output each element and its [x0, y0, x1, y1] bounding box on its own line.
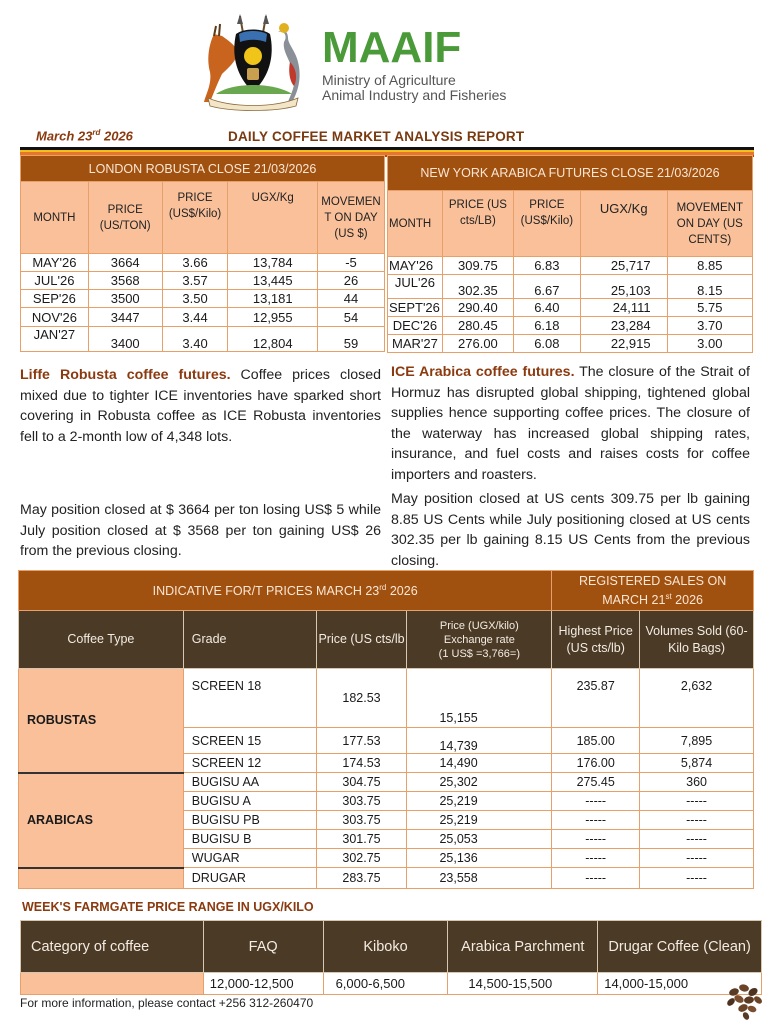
ugx-cell: 24,111 — [580, 299, 667, 317]
price-ton-cell: 3447 — [88, 308, 162, 327]
col-movement: MOVEMENT ON DAY (US CENTS) — [667, 191, 752, 257]
price-kilo-cell: 3.40 — [162, 327, 228, 352]
org-name-line1: Ministry of Agriculture — [322, 72, 456, 88]
price-ton-cell: 3664 — [88, 254, 162, 272]
col-drugar-clean: Drugar Coffee (Clean) — [598, 921, 762, 973]
movement-cell: 8.85 — [667, 257, 752, 275]
newyork-table-title: NEW YORK ARABICA FUTURES CLOSE 21/03/2026 — [388, 156, 753, 191]
month-cell: MAY'26 — [21, 254, 89, 272]
col-month: MONTH — [388, 191, 443, 257]
table-row — [388, 335, 753, 353]
robusta-text: Coffee prices closed mixed due to tighter ICE inventories have sparked short covering in Robusta coffee as ICE Robusta inventories fell to a 2-month low of 4,348 lots. — [20, 367, 381, 445]
price-us-cell: 182.53 — [316, 669, 407, 728]
price-kilo-cell: 3.44 — [162, 308, 228, 327]
table-row — [19, 868, 754, 889]
price-us-cell: 301.75 — [316, 830, 407, 849]
col-coffee-type: Coffee Type — [19, 611, 184, 669]
highest-cell: ----- — [552, 811, 640, 830]
robusta-commentary — [20, 365, 381, 447]
grade-cell: SCREEN 12 — [183, 754, 316, 773]
volume-cell: 360 — [640, 773, 754, 792]
price-kilo-cell: 6.67 — [513, 275, 580, 299]
grade-cell: BUGISU PB — [183, 811, 316, 830]
sales-title-year: 2026 — [671, 593, 703, 608]
ugx-cell: 12,955 — [228, 308, 318, 327]
robusta-position-text: May position closed at $ 3664 per ton losing US$ 5 while July position closed at $ 3568 per ton gaining US$ 26 from the previous closing. — [20, 502, 381, 559]
month-cell: JAN'27 — [21, 327, 89, 352]
col-category: Category of coffee — [21, 921, 204, 973]
report-date-day: March 23 — [36, 128, 93, 144]
volume-cell: ----- — [640, 849, 754, 868]
contact-info: For more information, please contact +256 312-260470 — [20, 996, 314, 1010]
grade-cell: SCREEN 15 — [183, 728, 316, 754]
movement-cell: -5 — [318, 254, 385, 272]
movement-cell: 8.15 — [667, 275, 752, 299]
movement-cell: 5.75 — [667, 299, 752, 317]
month-cell: SEP'26 — [21, 290, 89, 308]
price-us-cell: 283.75 — [316, 868, 407, 889]
month-cell: MAY'26 — [388, 257, 443, 275]
farmgate-table — [20, 920, 762, 995]
indicative-title-text: INDICATIVE FOR/T PRICES MARCH 23 — [152, 584, 380, 599]
indicative-title — [19, 571, 552, 611]
ugx-cell: 12,804 — [228, 327, 318, 352]
report-date — [36, 128, 133, 143]
col-grade: Grade — [183, 611, 316, 669]
price-ton-cell: 3400 — [88, 327, 162, 352]
price-ugx-cell: 15,155 — [407, 669, 552, 728]
price-ton-cell: 3568 — [88, 272, 162, 290]
price-kilo-cell: 6.83 — [513, 257, 580, 275]
price-ugx-cell: 23,558 — [407, 868, 552, 889]
col-highest-price: Highest Price (US cts/lb) — [552, 611, 640, 669]
month-cell: DEC'26 — [388, 317, 443, 335]
col-kiboko: Kiboko — [323, 921, 448, 973]
price-lb-cell: 276.00 — [442, 335, 513, 353]
table-row — [388, 257, 753, 275]
arabica-parchment-cell: 14,500-15,500 — [448, 973, 598, 995]
price-ugx-cell: 25,302 — [407, 773, 552, 792]
highest-cell: ----- — [552, 868, 640, 889]
org-name-line2: Animal Industry and Fisheries — [322, 87, 507, 103]
col-ugx-kg: UGX/Kg — [228, 182, 318, 254]
highest-cell: 235.87 — [552, 669, 640, 728]
price-ugx-cell: 14,739 — [407, 728, 552, 754]
ugx-cell: 23,284 — [580, 317, 667, 335]
movement-cell: 44 — [318, 290, 385, 308]
london-robusta-table — [20, 155, 385, 352]
col-movement: MOVEMEN T ON DAY (US $) — [318, 182, 385, 254]
arabica-position-text: May position closed at US cents 309.75 per lb gaining 8.85 US Cents while July positioning closed at US cents 302.35 per lb gaining 8.15 US Cents from the previous closing. — [391, 491, 750, 569]
exchange-rate-label: Exchange rate — [443, 633, 515, 646]
ugx-cell: 13,784 — [228, 254, 318, 272]
grade-cell: SCREEN 18 — [183, 669, 316, 728]
movement-cell: 54 — [318, 308, 385, 327]
movement-cell: 59 — [318, 327, 385, 352]
arabica-lead: ICE Arabica coffee futures. — [391, 364, 575, 380]
movement-cell: 3.00 — [667, 335, 752, 353]
table-row — [21, 254, 385, 272]
price-kilo-cell: 6.40 — [513, 299, 580, 317]
volume-cell: ----- — [640, 868, 754, 889]
price-ugx-cell: 25,219 — [407, 792, 552, 811]
table-row — [21, 308, 385, 327]
volume-cell: 5,874 — [640, 754, 754, 773]
col-faq: FAQ — [203, 921, 323, 973]
table-row — [19, 773, 754, 792]
report-title: DAILY COFFEE MARKET ANALYSIS REPORT — [228, 129, 525, 144]
table-row — [388, 299, 753, 317]
drugar-type-cell — [19, 868, 184, 889]
price-us-cell: 304.75 — [316, 773, 407, 792]
table-row — [19, 669, 754, 728]
price-kilo-cell: 6.08 — [513, 335, 580, 353]
highest-cell: ----- — [552, 830, 640, 849]
col-price-lb: PRICE (US cts/LB) — [442, 191, 513, 257]
highest-cell: 176.00 — [552, 754, 640, 773]
grade-cell: DRUGAR — [183, 868, 316, 889]
price-lb-cell: 302.35 — [442, 275, 513, 299]
arabicas-label: ARABICAS — [19, 773, 184, 868]
volume-cell: ----- — [640, 811, 754, 830]
price-lb-cell: 290.40 — [442, 299, 513, 317]
uganda-coat-of-arms-icon — [192, 12, 314, 112]
col-month: MONTH — [21, 182, 89, 254]
table-row — [388, 317, 753, 335]
brand-block — [322, 23, 507, 103]
highest-cell: ----- — [552, 792, 640, 811]
col-price-kilo: PRICE (US$/Kilo) — [162, 182, 228, 254]
org-acronym: MAAIF — [322, 23, 462, 72]
price-lb-cell: 280.45 — [442, 317, 513, 335]
price-ton-cell: 3500 — [88, 290, 162, 308]
ugx-cell: 22,915 — [580, 335, 667, 353]
report-header — [0, 0, 768, 120]
month-cell: NOV'26 — [21, 308, 89, 327]
price-ugx-cell: 25,136 — [407, 849, 552, 868]
highest-cell: 275.45 — [552, 773, 640, 792]
farmgate-title: WEEK'S FARMGATE PRICE RANGE IN UGX/KILO — [22, 900, 314, 914]
report-title-line — [36, 128, 766, 146]
col-price-ugx — [407, 611, 552, 669]
price-ugx-cell: 25,219 — [407, 811, 552, 830]
table-row — [21, 973, 762, 995]
month-cell: MAR'27 — [388, 335, 443, 353]
price-ugx-cell: 14,490 — [407, 754, 552, 773]
volume-cell: 7,895 — [640, 728, 754, 754]
price-kilo-cell: 3.57 — [162, 272, 228, 290]
col-price-kilo: PRICE (US$/Kilo) — [513, 191, 580, 257]
exchange-rate-value: (1 US$ =3,766=) — [438, 647, 521, 660]
price-us-cell: 303.75 — [316, 811, 407, 830]
robusta-lead: Liffe Robusta coffee futures. — [20, 367, 231, 383]
sales-title-ordinal: st — [665, 591, 672, 601]
movement-cell: 3.70 — [667, 317, 752, 335]
indicative-prices-table — [18, 570, 754, 889]
price-us-cell: 303.75 — [316, 792, 407, 811]
price-lb-cell: 309.75 — [442, 257, 513, 275]
volume-cell: 2,632 — [640, 669, 754, 728]
volume-cell: ----- — [640, 792, 754, 811]
table-row — [21, 290, 385, 308]
indicative-title-ordinal: rd — [379, 582, 387, 592]
newyork-arabica-table — [387, 155, 753, 353]
grade-cell: BUGISU AA — [183, 773, 316, 792]
col-ugx-kg: UGX/Kg — [580, 191, 667, 257]
col-price-ton: PRICE (US/TON) — [88, 182, 162, 254]
sales-title-date: MARCH 21 — [602, 593, 666, 608]
indicative-title-year: 2026 — [386, 584, 418, 599]
price-kilo-cell: 3.66 — [162, 254, 228, 272]
volume-cell: ----- — [640, 830, 754, 849]
table-row — [388, 275, 753, 299]
robustas-label: ROBUSTAS — [19, 669, 184, 773]
price-us-cell: 174.53 — [316, 754, 407, 773]
registered-sales-title — [552, 571, 754, 611]
col-price-us: Price (US cts/lb — [316, 611, 407, 669]
movement-cell: 26 — [318, 272, 385, 290]
grade-cell: WUGAR — [183, 849, 316, 868]
price-kilo-cell: 6.18 — [513, 317, 580, 335]
arabica-text: The closure of the Strait of Hormuz has disrupted global shipping, tightened global supplies hence supporting coffee prices. The closure of the waterway has increased global shipping rates, insurance, and fuel costs and raises costs for coffee importers and roasters. — [391, 364, 750, 483]
report-date-ordinal: rd — [92, 128, 101, 137]
price-ugx-label: Price (UGX/kilo) — [439, 619, 519, 632]
arabica-commentary — [391, 362, 750, 485]
grade-cell: BUGISU B — [183, 830, 316, 849]
month-cell: JUL'26 — [388, 275, 443, 299]
ugx-cell: 25,103 — [580, 275, 667, 299]
col-arabica-parchment: Arabica Parchment — [448, 921, 598, 973]
kiboko-cell: 6,000-6,500 — [323, 973, 448, 995]
ugx-cell: 13,445 — [228, 272, 318, 290]
table-row — [21, 272, 385, 290]
highest-cell: 185.00 — [552, 728, 640, 754]
ugx-cell: 13,181 — [228, 290, 318, 308]
drugar-clean-cell: 14,000-15,000 — [598, 973, 762, 995]
price-us-cell: 302.75 — [316, 849, 407, 868]
faq-cell: 12,000-12,500 — [203, 973, 323, 995]
report-date-year: 2026 — [100, 128, 133, 144]
category-cell — [21, 973, 204, 995]
month-cell: JUL'26 — [21, 272, 89, 290]
ugx-cell: 25,717 — [580, 257, 667, 275]
coffee-beans-icon — [722, 978, 766, 1020]
sales-title-line1: REGISTERED SALES ON — [578, 573, 727, 588]
col-volumes-sold: Volumes Sold (60-Kilo Bags) — [640, 611, 754, 669]
price-ugx-cell: 25,053 — [407, 830, 552, 849]
london-table-title: LONDON ROBUSTA CLOSE 21/03/2026 — [21, 156, 385, 182]
price-kilo-cell: 3.50 — [162, 290, 228, 308]
grade-cell: BUGISU A — [183, 792, 316, 811]
price-us-cell: 177.53 — [316, 728, 407, 754]
highest-cell: ----- — [552, 849, 640, 868]
table-row — [21, 327, 385, 352]
month-cell: SEPT'26 — [388, 299, 443, 317]
